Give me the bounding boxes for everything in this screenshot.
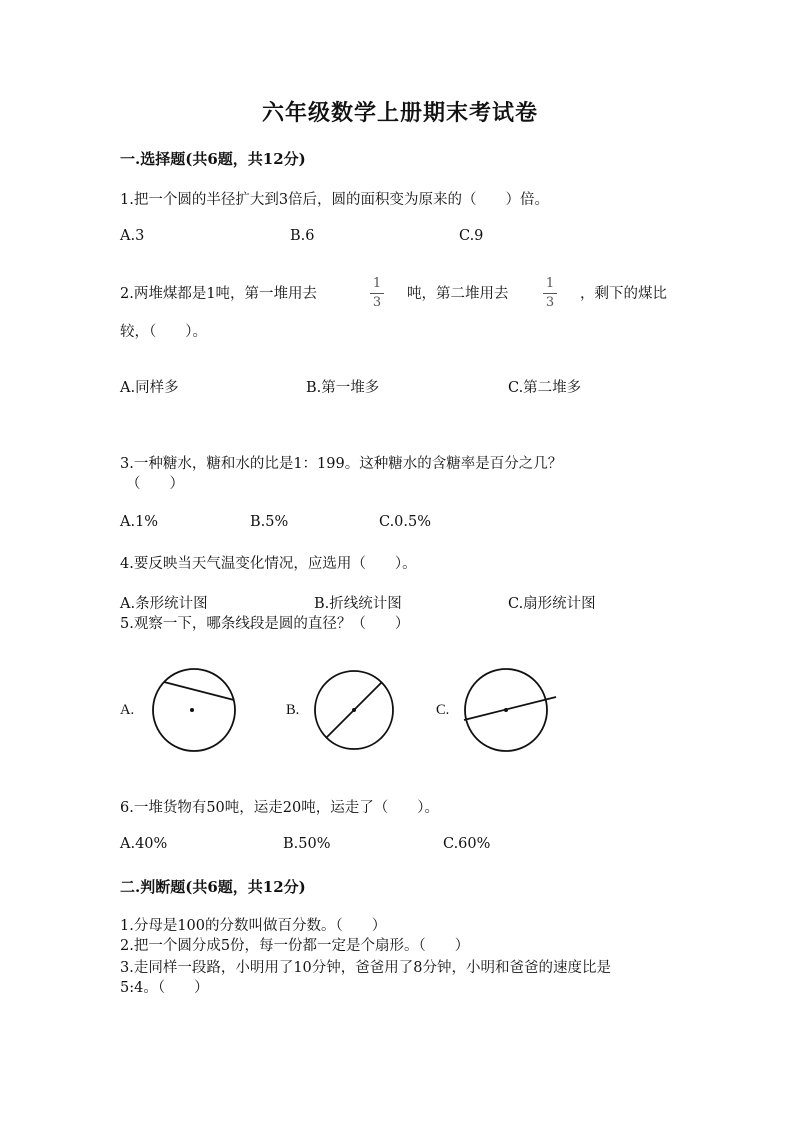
question-4-option-c: C.扇形统计图 bbox=[508, 596, 596, 612]
question-6-option-b: B.50% bbox=[283, 836, 331, 852]
judgment-item-1: 1.分母是100的分数叫做百分数。（ ） bbox=[120, 918, 387, 934]
fraction-denominator: 3 bbox=[545, 295, 555, 310]
question-3-option-a: A.1% bbox=[120, 514, 159, 530]
figure-label-a: A. bbox=[120, 702, 135, 718]
judgment-item-2: 2.把一个圆分成5份，每一份都一定是个扇形。（ ） bbox=[120, 938, 470, 954]
question-6-option-a: A.40% bbox=[120, 836, 168, 852]
fraction-numerator: 1 bbox=[545, 276, 555, 291]
question-1-stem: 1.把一个圆的半径扩大到3倍后，圆的面积变为原来的（ ）倍。 bbox=[120, 192, 550, 208]
fraction-denominator: 3 bbox=[372, 295, 382, 310]
figure-label-c: C. bbox=[436, 702, 450, 718]
fraction-bar bbox=[370, 293, 384, 294]
question-2-option-a: A.同样多 bbox=[120, 380, 179, 396]
figure-label-b: B. bbox=[286, 702, 300, 718]
page-title: 六年级数学上册期末考试卷 bbox=[261, 100, 538, 126]
fraction-bar bbox=[543, 293, 557, 294]
question-5-stem: 5.观察一下，哪条线段是圆的直径？（ ） bbox=[120, 616, 410, 632]
circle-figure-a bbox=[150, 668, 240, 758]
question-1-option-b: B.6 bbox=[290, 228, 315, 244]
judgment-item-3-line2: 5:4。（ ） bbox=[120, 980, 209, 996]
question-2-option-b: B.第一堆多 bbox=[306, 380, 380, 396]
question-3-stem-line1: 3.一种糖水，糖和水的比是1：199。这种糖水的含糖率是百分之几？ bbox=[120, 456, 563, 472]
section-heading-judgment: 二.判断题(共6题，共12分) bbox=[120, 878, 306, 896]
question-2-stem-part3: ，剩下的煤比 bbox=[580, 286, 667, 302]
question-4-stem: 4.要反映当天气温变化情况，应选用（ ）。 bbox=[120, 556, 417, 572]
judgment-item-3-line1: 3.走同样一段路，小明用了10分钟，爸爸用了8分钟，小明和爸爸的速度比是 bbox=[120, 960, 612, 976]
circle-figure-b bbox=[314, 668, 404, 758]
question-2-fraction-2 bbox=[542, 276, 558, 311]
question-2-stem-part2: 吨，第二堆用去 bbox=[407, 286, 509, 302]
question-6-option-c: C.60% bbox=[443, 836, 491, 852]
question-2-option-c: C.第二堆多 bbox=[508, 380, 582, 396]
section-heading-choice: 一.选择题(共6题，共12分) bbox=[120, 150, 306, 168]
question-2-stem-line2: 较，（ ）。 bbox=[120, 324, 207, 340]
question-2-fraction-1 bbox=[369, 276, 385, 311]
question-1-option-c: C.9 bbox=[459, 228, 484, 244]
question-3-option-b: B.5% bbox=[250, 514, 289, 530]
question-3-stem-line2: （ ） bbox=[126, 476, 184, 492]
fraction-numerator: 1 bbox=[372, 276, 382, 291]
question-3-option-c: C.0.5% bbox=[379, 514, 432, 530]
question-4-option-a: A.条形统计图 bbox=[120, 596, 208, 612]
circle-figure-c bbox=[464, 668, 564, 758]
question-4-option-b: B.折线统计图 bbox=[314, 596, 402, 612]
question-6-stem: 6.一堆货物有50吨，运走20吨，运走了（ ）。 bbox=[120, 800, 439, 816]
question-1-option-a: A.3 bbox=[120, 228, 145, 244]
question-2-stem-part1: 2.两堆煤都是1吨，第一堆用去 bbox=[120, 286, 318, 302]
